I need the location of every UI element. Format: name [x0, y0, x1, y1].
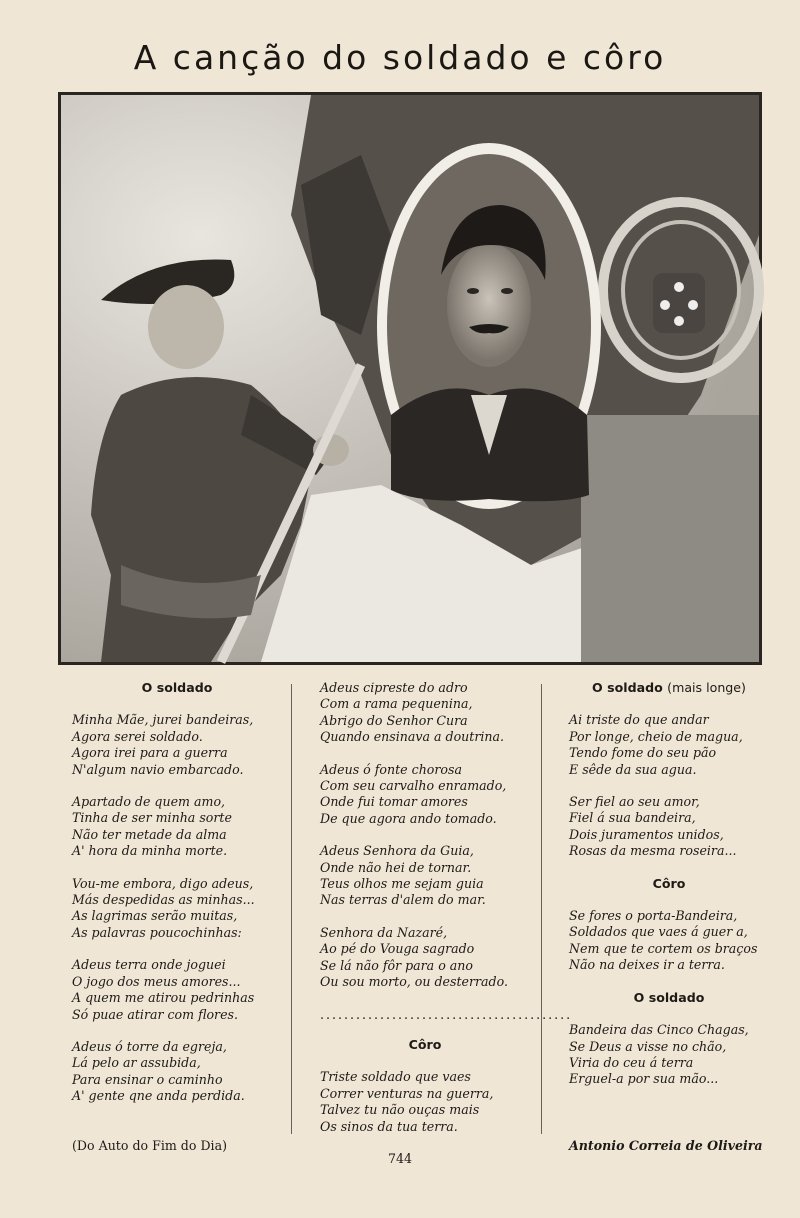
heading-coro: Côro [408, 1036, 442, 1052]
verse-line: Não ter metade da alma [72, 826, 227, 842]
verse-line: A' hora da minha morte. [72, 843, 228, 859]
verse-line: Bandeira das Cinco Chagas, [569, 1022, 749, 1038]
verse-line: Agora serei soldado. [72, 728, 203, 744]
heading-o-soldado-mais-longe [569, 680, 769, 696]
page-number: 744 [387, 1151, 413, 1166]
heading-o-soldado: O soldado [633, 989, 705, 1005]
poem-column-2 [320, 680, 573, 1151]
verse-line: Más despedidas as minhas... [72, 892, 255, 908]
verse-line: Onde não hei de tornar. [320, 859, 472, 875]
verse-line: Ao pé do Vouga sagrado [320, 941, 475, 957]
verse-line: Adeus terra onde joguei [72, 957, 226, 973]
verse-line: De que agora ando tomado. [320, 810, 497, 826]
stanza [72, 794, 282, 860]
verse-line: Ser fiel ao seu amor, [569, 794, 700, 810]
verse-line: Triste soldado que vaes [320, 1069, 471, 1085]
verse-line: Ai triste do que andar [569, 712, 709, 728]
verse-line: Agora irei para a guerra [72, 745, 228, 761]
verse-line: Adeus cipreste do adro [320, 680, 468, 695]
verse-line: Correr venturas na guerra, [320, 1085, 494, 1101]
stanza [569, 908, 769, 974]
verse-line: Se Deus a visse no chão, [569, 1038, 727, 1054]
illustration [58, 92, 762, 665]
verse-line: Quando ensinava a doutrina. [320, 729, 504, 745]
stanza [320, 680, 530, 746]
verse-line: E sêde da sua agua. [569, 761, 697, 777]
verse-line: Adeus Senhora da Guia, [320, 843, 474, 859]
stanza [569, 1022, 769, 1088]
stanza [72, 876, 282, 942]
heading-text: O soldado [592, 680, 663, 695]
verse-line: Fiel á sua bandeira, [569, 810, 696, 826]
verse-line: Tinha de ser minha sorte [72, 810, 232, 826]
verse-line: Rosas da mesma roseira... [569, 843, 737, 859]
stanza [320, 925, 530, 991]
verse-line: Senhora da Nazaré, [320, 924, 448, 940]
verse-line: Nem que te cortem os braços [569, 940, 758, 956]
verse-line: Com seu carvalho enramado, [320, 778, 507, 794]
verse-line: Soldados que vaes á guer a, [569, 924, 748, 940]
verse-line: O jogo dos meus amores... [72, 973, 241, 989]
stanza [569, 712, 769, 778]
heading-coro: Côro [652, 875, 686, 891]
source-note: (Do Auto do Fim do Dia) [72, 1138, 227, 1153]
heading-o-soldado: O soldado [141, 680, 213, 695]
verse-line: Erguel-a por sua mão... [569, 1071, 719, 1087]
column-divider-right [541, 684, 542, 1134]
stanza [72, 712, 282, 778]
verse-line: Lá pelo ar assubida, [72, 1055, 201, 1071]
soldier-portrait-illustration [61, 95, 759, 662]
verse-line: Teus olhos me sejam guia [320, 876, 484, 892]
verse-line: Dois juramentos unidos, [569, 826, 724, 842]
verse-line: Se fores o porta-Bandeira, [569, 908, 738, 924]
heading-subtext: (mais longe) [667, 680, 746, 695]
verse-line: Para ensinar o caminho [72, 1071, 223, 1087]
verse-line: Se lá não fôr para o ano [320, 957, 473, 973]
verse-line: Vou-me embora, digo adeus, [72, 875, 254, 891]
stanza [320, 762, 530, 828]
verse-line: Onde fui tomar amores [320, 794, 468, 810]
verse-line: A' gente qne anda perdida. [72, 1088, 245, 1104]
verse-line: Com a rama pequenina, [320, 696, 473, 712]
poem-column-1 [72, 680, 282, 1121]
verse-line: Apartado de quem amo, [72, 794, 226, 810]
verse-line: Ou sou morto, ou desterrado. [320, 974, 508, 990]
verse-line: Abrigo do Senhor Cura [320, 712, 468, 728]
page-title: A canção do soldado e côro [133, 38, 667, 77]
portrait-oval [377, 143, 601, 509]
stanza [320, 843, 530, 909]
dotted-separator: .......................................... [320, 1006, 573, 1022]
stanza [569, 794, 769, 860]
verse-line: Adeus ó fonte chorosa [320, 761, 462, 777]
verse-line: Talvez tu não ouças mais [320, 1102, 480, 1118]
stanza [72, 1039, 282, 1105]
verse-line: Minha Mãe, jurei bandeiras, [72, 712, 254, 728]
verse-line: Só puae atirar com flores. [72, 1006, 239, 1022]
verse-line: Adeus ó torre da egreja, [72, 1038, 227, 1054]
verse-line: Não na deixes ir a terra. [569, 957, 725, 973]
author-signature: Antonio Correia de Oliveira [569, 1138, 763, 1153]
verse-line: Tendo fome do seu pão [569, 745, 717, 761]
stanza [72, 957, 282, 1023]
stanza [320, 1069, 530, 1135]
verse-line: As palavras poucochinhas: [72, 924, 242, 940]
column-divider-left [291, 684, 292, 1134]
verse-line: As lagrimas serão muitas, [72, 908, 238, 924]
poem-column-3 [569, 680, 769, 1104]
verse-line: Por longe, cheio de magua, [569, 728, 743, 744]
verse-line: A quem me atirou pedrinhas [72, 990, 255, 1006]
verse-line: Nas terras d'alem do mar. [320, 892, 486, 908]
verse-line: Os sinos da tua terra. [320, 1118, 458, 1134]
verse-line: N'algum navio embarcado. [72, 761, 244, 777]
verse-line: Viria do ceu á terra [569, 1054, 694, 1070]
